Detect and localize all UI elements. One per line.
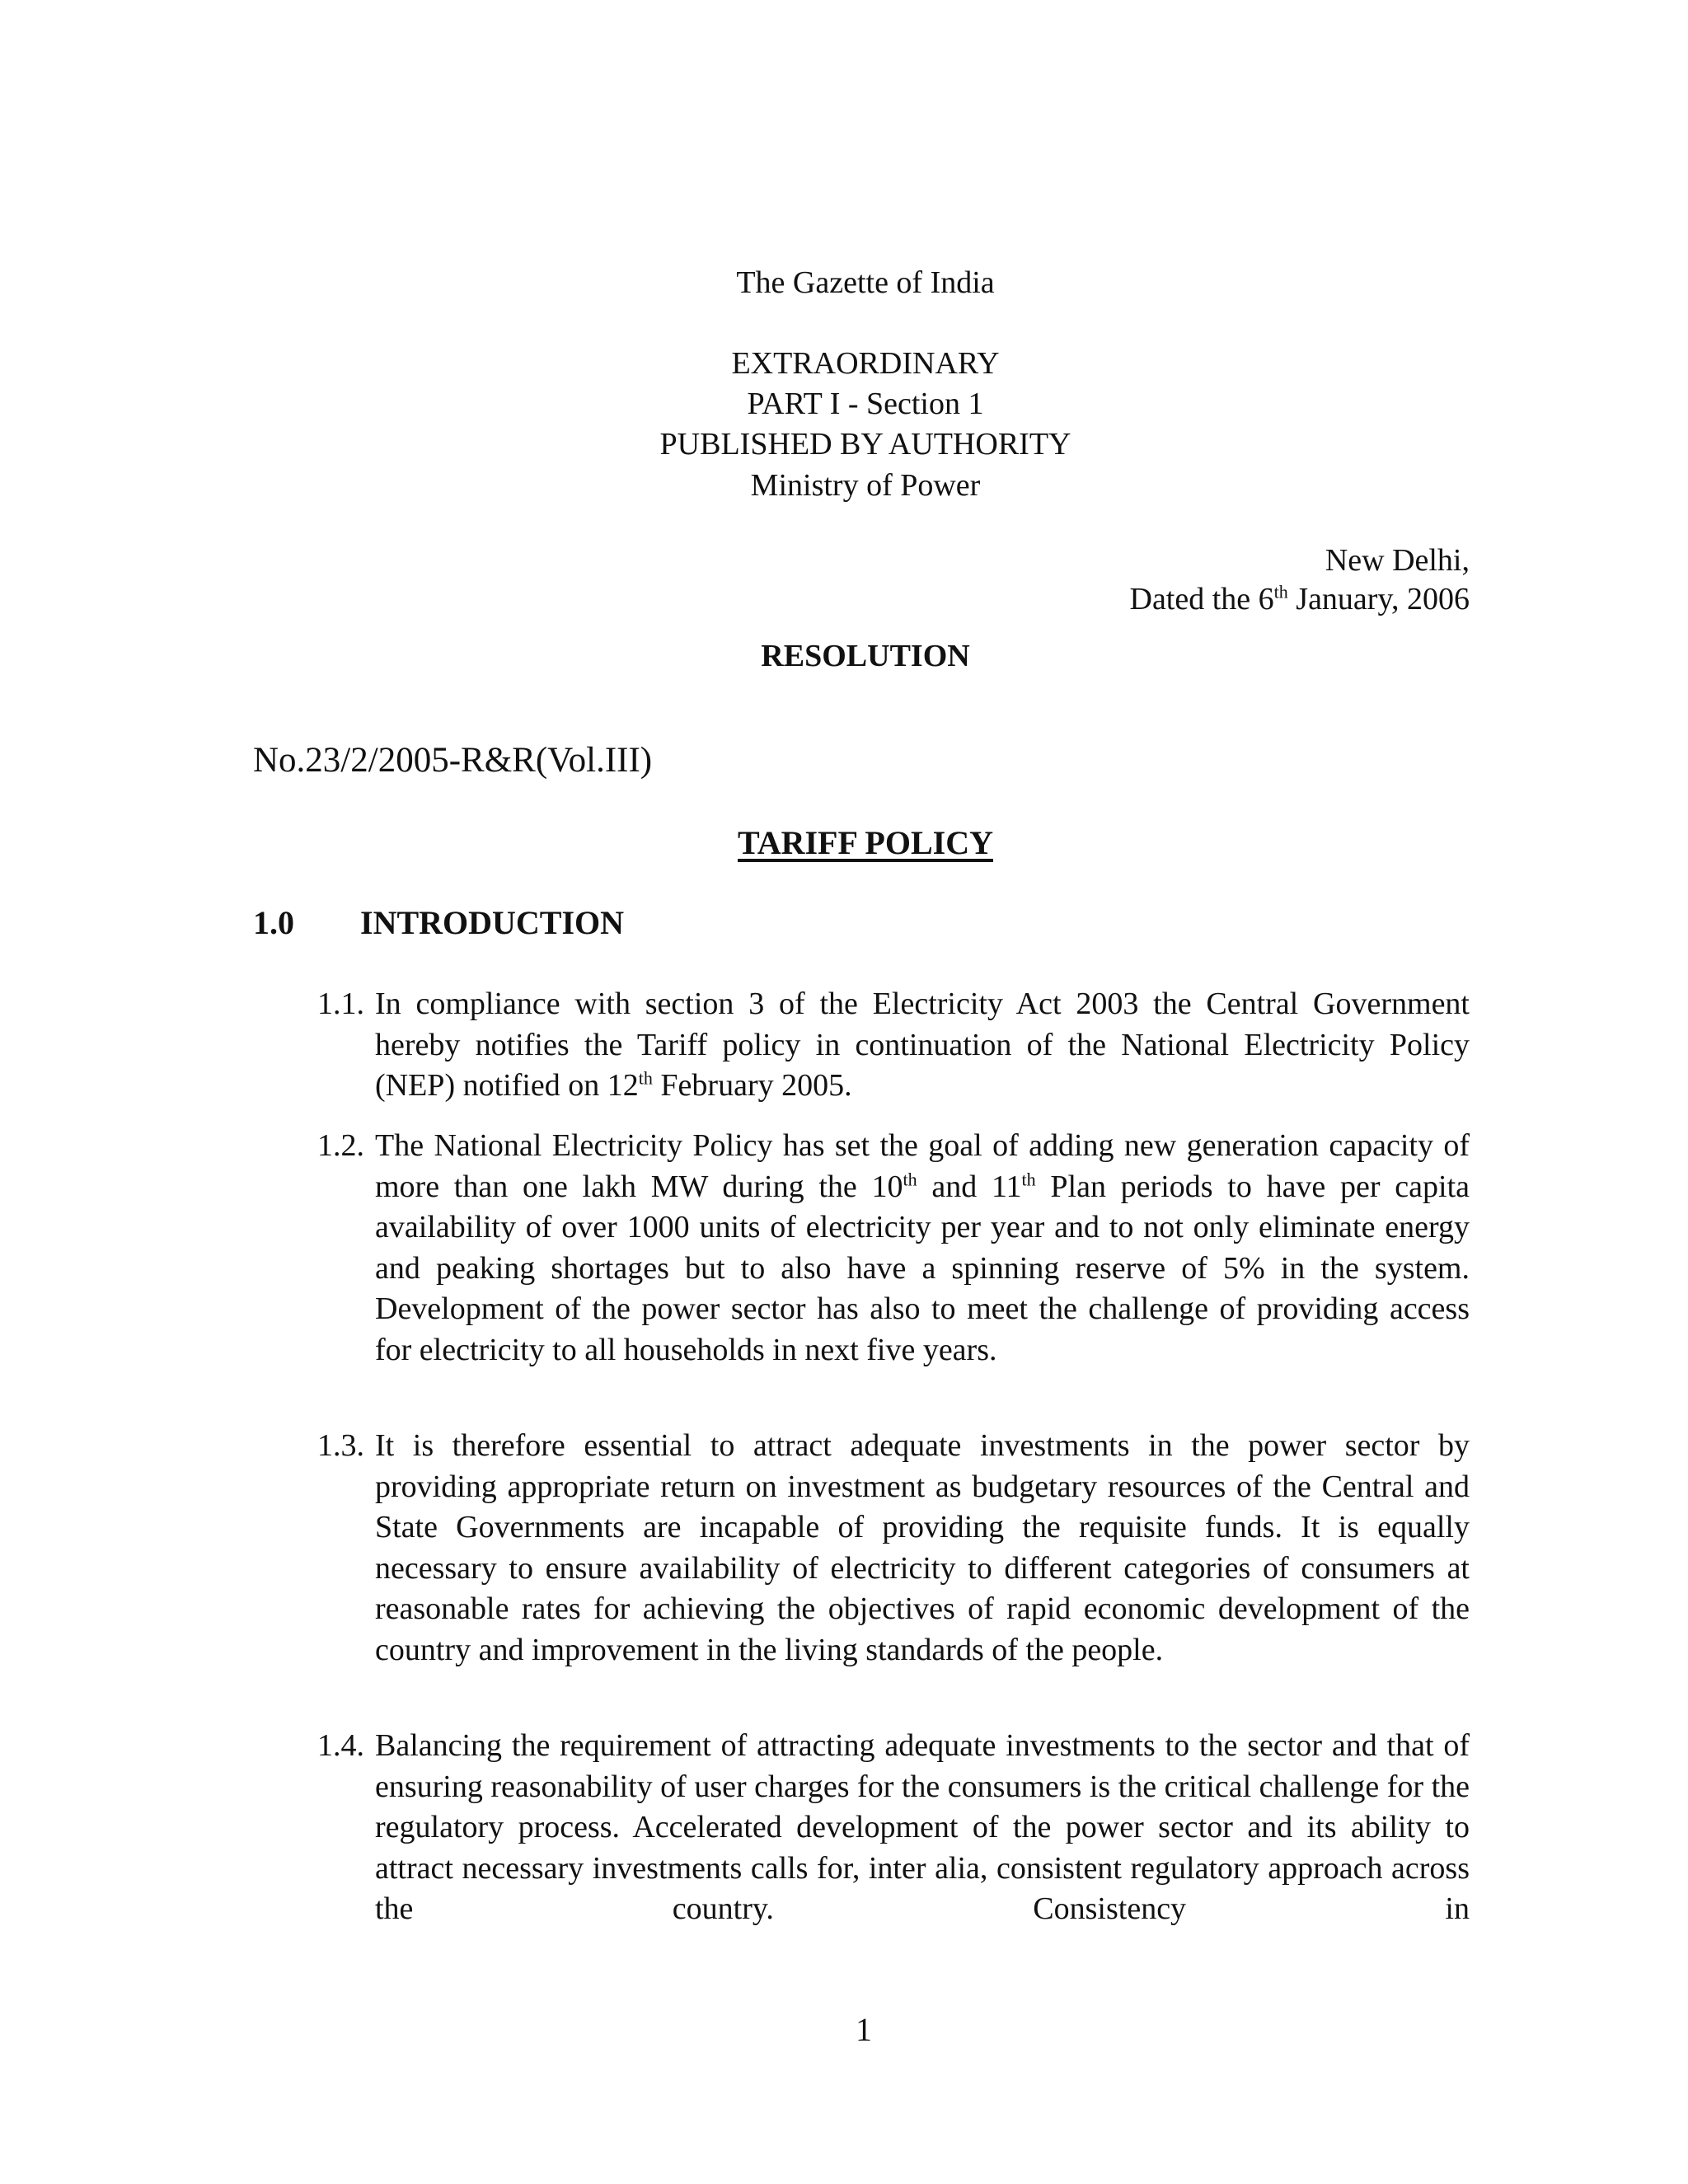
paragraph-number: 1.4. — [317, 1728, 364, 1763]
reference-number: No.23/2/2005-R&R(Vol.III) — [253, 741, 653, 780]
paragraph-number: 1.1. — [317, 987, 364, 1021]
ministry-label: Ministry of Power — [750, 468, 981, 503]
dateline-date-sup: th — [1273, 581, 1288, 602]
dateline-date-prefix: Dated the 6 — [1129, 582, 1274, 616]
paragraph-sup: th — [903, 1168, 917, 1189]
section-title: INTRODUCTION — [360, 904, 625, 941]
dateline-place: New Delhi, — [1325, 543, 1470, 578]
extraordinary-label: EXTRAORDINARY — [731, 346, 1000, 381]
paragraph-1-4 — [317, 1726, 1470, 1930]
dateline-date-suffix: January, 2006 — [1287, 582, 1470, 616]
paragraph-number: 1.3. — [317, 1428, 364, 1463]
paragraph-sup: th — [638, 1067, 653, 1089]
paragraph-1-1 — [317, 984, 1470, 1107]
paragraph-sup: th — [1021, 1168, 1036, 1189]
policy-title: TARIFF POLICY — [738, 824, 993, 861]
paragraph-1-3 — [317, 1426, 1470, 1671]
resolution-title: RESOLUTION — [761, 639, 970, 673]
section-number: 1.0 — [253, 904, 294, 941]
paragraph-text-part: and 11 — [917, 1169, 1022, 1204]
paragraph-1-2 — [317, 1126, 1470, 1371]
paragraph-text-part: In compliance with section 3 of the Electricity Act 2003 the Central Government hereby notifies the Tariff policy in continuation of the National Electricity Policy (NEP) notified on 12 — [375, 987, 1470, 1103]
paragraph-text-part: Plan periods to have per capita availability of over 1000 units of electricity per year and to not only eliminate energy and peaking shortages but to also have a spinning reserve of 5% in the system. Development of the power sector has also to meet the challenge of providing access for electricity to all households in next five years. — [375, 1169, 1470, 1367]
part-section-label: PART I - Section 1 — [747, 387, 984, 421]
page-number: 1 — [856, 2011, 872, 2048]
paragraph-text: It is therefore essential to attract adequate investments in the power sector by providing appropriate return on investment as budgetary resources of the Central and State Governments are incapable of providing the requisite funds. It is equally necessary to ensure availability of electricity to different categories of consumers at reasonable rates for achieving the objectives of rapid economic development of the country and improvement in the living standards of the people. — [375, 1428, 1470, 1667]
paragraph-text — [375, 1126, 1470, 1371]
paragraph-text — [375, 984, 1470, 1107]
paragraph-number: 1.2. — [317, 1128, 364, 1163]
paragraph-text-part: The National Electricity Policy has set the goal of adding new generation capacity of more than one lakh MW during the 10 — [375, 1128, 1470, 1204]
gazette-title: The Gazette of India — [736, 265, 995, 300]
paragraph-text-part: February 2005. — [652, 1068, 852, 1103]
policy-title-row — [0, 823, 1688, 864]
published-by-authority-label: PUBLISHED BY AUTHORITY — [659, 427, 1071, 462]
section-heading — [253, 902, 624, 944]
dateline-date — [1130, 579, 1470, 620]
paragraph-text: Balancing the requirement of attracting adequate investments to the sector and that of ensuring reasonability of user charges for the consumers is the critical challenge for the regulatory process. Accelerated development of the power sector and its ability to attract necessary investments calls for, inter alia, consistent regulatory approach across the country. Consistency in — [375, 1728, 1470, 1926]
